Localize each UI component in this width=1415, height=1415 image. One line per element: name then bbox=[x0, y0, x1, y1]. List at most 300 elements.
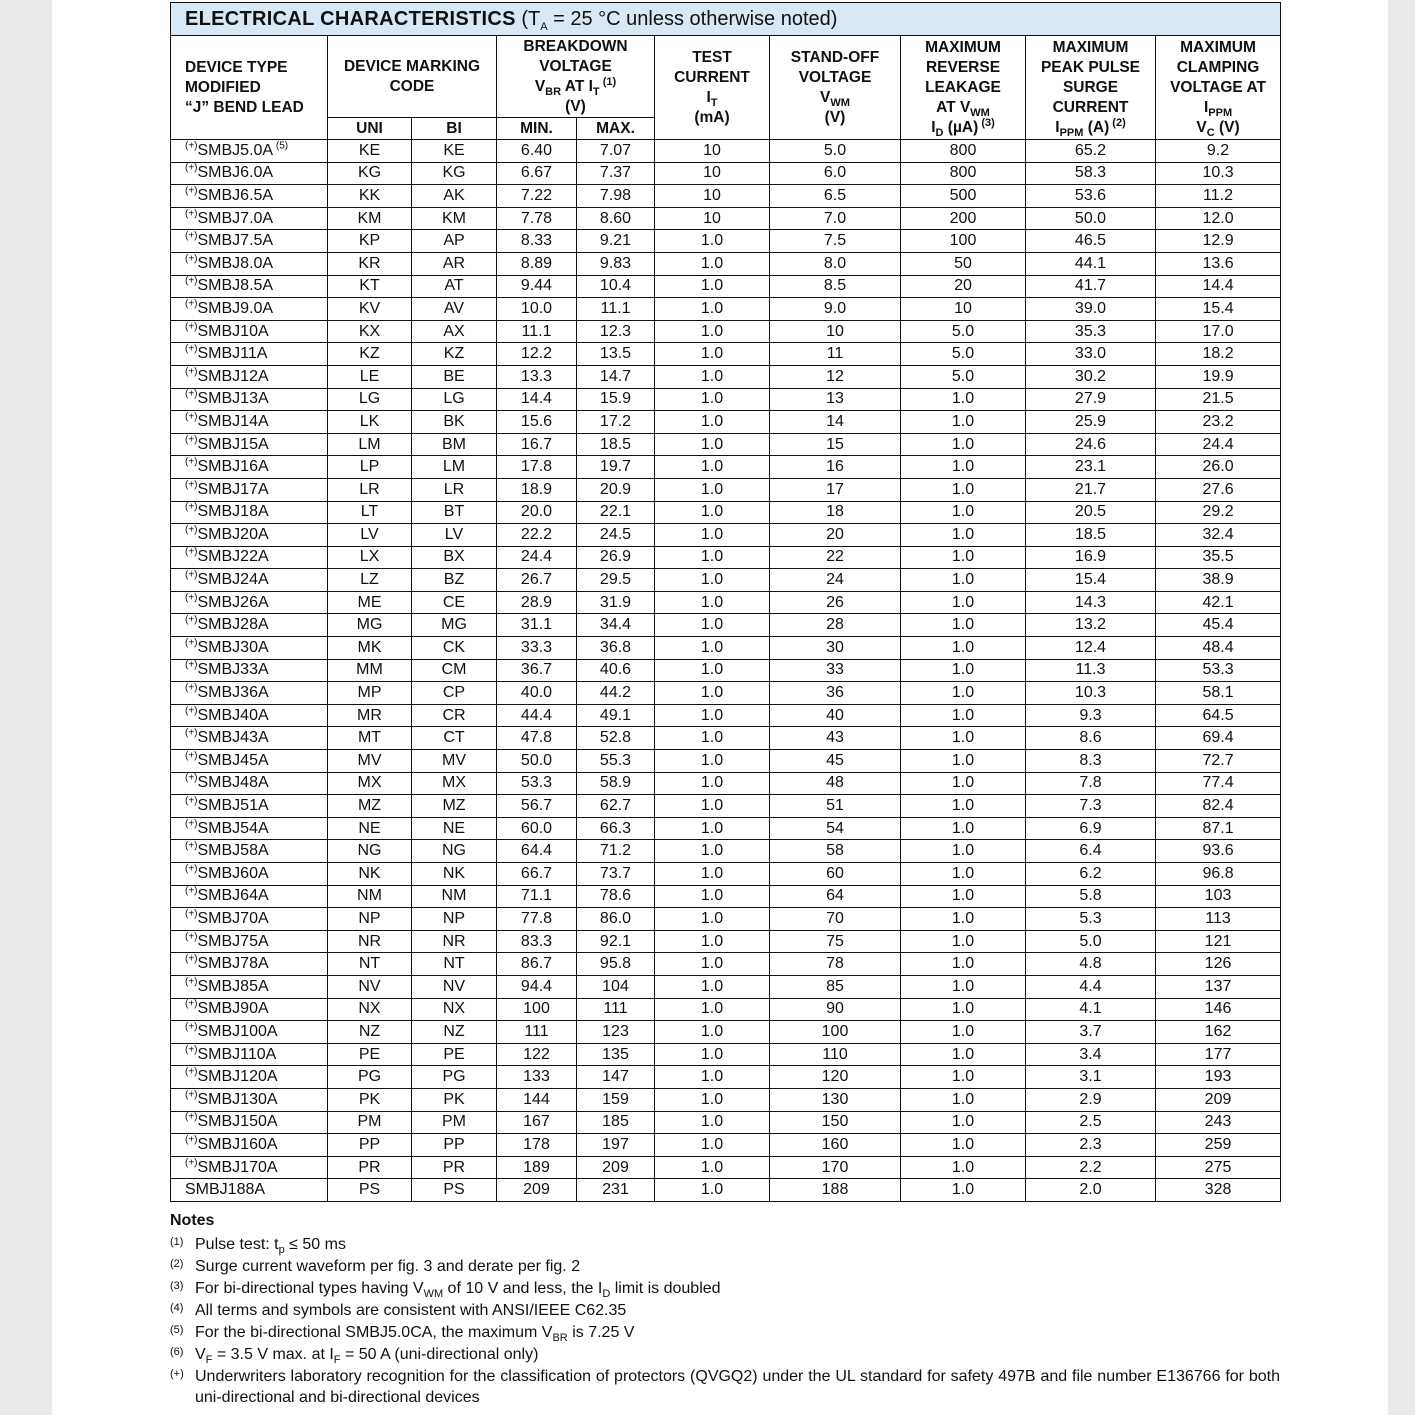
min-cell: 53.3 bbox=[497, 772, 577, 795]
min-cell: 36.7 bbox=[497, 659, 577, 682]
vc-cell: 121 bbox=[1156, 930, 1281, 953]
max-cell: 209 bbox=[577, 1156, 655, 1179]
vc-cell: 27.6 bbox=[1156, 478, 1281, 501]
id-cell: 1.0 bbox=[901, 953, 1026, 976]
it-cell: 1.0 bbox=[655, 682, 770, 705]
vwm-cell: 15 bbox=[770, 433, 901, 456]
id-cell: 1.0 bbox=[901, 840, 1026, 863]
device-type-cell: (+)SMBJ22A bbox=[171, 546, 328, 569]
bi-cell: CK bbox=[412, 637, 497, 660]
note-6: (6) $V_F = 3.5$ V max. at $I_F = 50$ A (uni-directional only) bbox=[170, 1345, 539, 1367]
min-cell: 178 bbox=[497, 1134, 577, 1157]
min-cell: 8.89 bbox=[497, 252, 577, 275]
id-cell: 1.0 bbox=[901, 411, 1026, 434]
vwm-cell: 20 bbox=[770, 524, 901, 547]
device-type-cell: (+)SMBJ51A bbox=[171, 795, 328, 818]
max-cell: 29.5 bbox=[577, 569, 655, 592]
table-row bbox=[171, 637, 1281, 660]
id-cell: 1.0 bbox=[901, 569, 1026, 592]
it-cell: 1.0 bbox=[655, 840, 770, 863]
table-row bbox=[171, 863, 1281, 886]
header-min: MIN. bbox=[497, 118, 577, 140]
bi-cell: CP bbox=[412, 682, 497, 705]
it-cell: 1.0 bbox=[655, 659, 770, 682]
ippm-cell: 25.9 bbox=[1026, 411, 1156, 434]
device-type-cell: (+)SMBJ43A bbox=[171, 727, 328, 750]
uni-cell: PK bbox=[328, 1088, 412, 1111]
it-cell: 1.0 bbox=[655, 1156, 770, 1179]
table-row bbox=[171, 885, 1281, 908]
max-cell: 95.8 bbox=[577, 953, 655, 976]
ippm-cell: 4.1 bbox=[1026, 998, 1156, 1021]
it-cell: 1.0 bbox=[655, 501, 770, 524]
max-cell: 44.2 bbox=[577, 682, 655, 705]
bi-cell: PE bbox=[412, 1043, 497, 1066]
vwm-cell: 11 bbox=[770, 343, 901, 366]
vc-cell: 10.3 bbox=[1156, 162, 1281, 185]
max-cell: 24.5 bbox=[577, 524, 655, 547]
table-row bbox=[171, 1156, 1281, 1179]
vwm-cell: 120 bbox=[770, 1066, 901, 1089]
uni-cell: KK bbox=[328, 185, 412, 208]
table-row bbox=[171, 343, 1281, 366]
it-cell: 1.0 bbox=[655, 546, 770, 569]
table-row bbox=[171, 252, 1281, 275]
bi-cell: KM bbox=[412, 207, 497, 230]
ippm-cell: 3.1 bbox=[1026, 1066, 1156, 1089]
table-row bbox=[171, 162, 1281, 185]
bi-cell: LM bbox=[412, 456, 497, 479]
min-cell: 40.0 bbox=[497, 682, 577, 705]
uni-cell: MK bbox=[328, 637, 412, 660]
ippm-cell: 8.6 bbox=[1026, 727, 1156, 750]
vc-cell: 209 bbox=[1156, 1088, 1281, 1111]
id-cell: 1.0 bbox=[901, 1179, 1026, 1202]
it-cell: 1.0 bbox=[655, 1043, 770, 1066]
it-cell: 1.0 bbox=[655, 456, 770, 479]
table-row bbox=[171, 320, 1281, 343]
device-type-cell: (+)SMBJ9.0A bbox=[171, 298, 328, 321]
id-cell: 100 bbox=[901, 230, 1026, 253]
device-type-cell: (+)SMBJ100A bbox=[171, 1021, 328, 1044]
uni-cell: NT bbox=[328, 953, 412, 976]
table-row bbox=[171, 817, 1281, 840]
vwm-cell: 75 bbox=[770, 930, 901, 953]
id-cell: 1.0 bbox=[901, 1066, 1026, 1089]
uni-cell: LV bbox=[328, 524, 412, 547]
table-row bbox=[171, 908, 1281, 931]
table-row bbox=[171, 185, 1281, 208]
ippm-cell: 7.3 bbox=[1026, 795, 1156, 818]
uni-cell: LZ bbox=[328, 569, 412, 592]
id-cell: 1.0 bbox=[901, 501, 1026, 524]
id-cell: 20 bbox=[901, 275, 1026, 298]
max-cell: 31.9 bbox=[577, 591, 655, 614]
vwm-cell: 13 bbox=[770, 388, 901, 411]
it-cell: 1.0 bbox=[655, 704, 770, 727]
bi-cell: KE bbox=[412, 140, 497, 163]
it-cell: 10 bbox=[655, 140, 770, 163]
table-row bbox=[171, 230, 1281, 253]
id-cell: 1.0 bbox=[901, 456, 1026, 479]
ippm-cell: 30.2 bbox=[1026, 365, 1156, 388]
uni-cell: MX bbox=[328, 772, 412, 795]
uni-cell: KM bbox=[328, 207, 412, 230]
max-cell: 52.8 bbox=[577, 727, 655, 750]
device-type-cell: (+)SMBJ64A bbox=[171, 885, 328, 908]
max-cell: 55.3 bbox=[577, 750, 655, 773]
vwm-cell: 90 bbox=[770, 998, 901, 1021]
note-3: (3) For bi-directional types having $V_{WM}$ of 10 V and less, the $I_D$ limit is doubled bbox=[170, 1279, 721, 1301]
it-cell: 1.0 bbox=[655, 365, 770, 388]
datasheet-page bbox=[52, 0, 1388, 1415]
vwm-cell: 7.0 bbox=[770, 207, 901, 230]
id-cell: 1.0 bbox=[901, 478, 1026, 501]
ippm-cell: 6.2 bbox=[1026, 863, 1156, 886]
uni-cell: KR bbox=[328, 252, 412, 275]
min-cell: 18.9 bbox=[497, 478, 577, 501]
it-cell: 1.0 bbox=[655, 795, 770, 818]
uni-cell: LK bbox=[328, 411, 412, 434]
uni-cell: NK bbox=[328, 863, 412, 886]
min-cell: 31.1 bbox=[497, 614, 577, 637]
min-cell: 17.8 bbox=[497, 456, 577, 479]
min-cell: 71.1 bbox=[497, 885, 577, 908]
table-row bbox=[171, 411, 1281, 434]
id-cell: 1.0 bbox=[901, 817, 1026, 840]
vwm-cell: 70 bbox=[770, 908, 901, 931]
header-reverse-leakage: MAXIMUM REVERSE LEAKAGE AT $V_{WM}$ $I_D$ (µA) $^{(3)}$ bbox=[901, 36, 1026, 140]
id-cell: 1.0 bbox=[901, 908, 1026, 931]
note-5: (5) For the bi-directional SMBJ5.0CA, the maximum $V_{BR}$ is 7.25 V bbox=[170, 1323, 635, 1345]
vc-cell: 38.9 bbox=[1156, 569, 1281, 592]
table-row bbox=[171, 840, 1281, 863]
device-type-cell: (+)SMBJ150A bbox=[171, 1111, 328, 1134]
max-cell: 7.07 bbox=[577, 140, 655, 163]
it-cell: 1.0 bbox=[655, 1066, 770, 1089]
vc-cell: 177 bbox=[1156, 1043, 1281, 1066]
device-type-cell: (+)SMBJ13A bbox=[171, 388, 328, 411]
device-type-cell: (+)SMBJ120A bbox=[171, 1066, 328, 1089]
min-cell: 209 bbox=[497, 1179, 577, 1202]
vwm-cell: 10 bbox=[770, 320, 901, 343]
vwm-cell: 130 bbox=[770, 1088, 901, 1111]
vc-cell: 12.0 bbox=[1156, 207, 1281, 230]
uni-cell: LX bbox=[328, 546, 412, 569]
device-type-cell: (+)SMBJ16A bbox=[171, 456, 328, 479]
id-cell: 1.0 bbox=[901, 1134, 1026, 1157]
ippm-cell: 10.3 bbox=[1026, 682, 1156, 705]
max-cell: 22.1 bbox=[577, 501, 655, 524]
ippm-cell: 6.4 bbox=[1026, 840, 1156, 863]
ippm-cell: 18.5 bbox=[1026, 524, 1156, 547]
min-cell: 22.2 bbox=[497, 524, 577, 547]
table-row bbox=[171, 1066, 1281, 1089]
it-cell: 1.0 bbox=[655, 569, 770, 592]
bi-cell: NZ bbox=[412, 1021, 497, 1044]
it-cell: 1.0 bbox=[655, 275, 770, 298]
bi-cell: BT bbox=[412, 501, 497, 524]
max-cell: 12.3 bbox=[577, 320, 655, 343]
device-type-cell: (+)SMBJ12A bbox=[171, 365, 328, 388]
it-cell: 1.0 bbox=[655, 637, 770, 660]
vc-cell: 13.6 bbox=[1156, 252, 1281, 275]
it-cell: 1.0 bbox=[655, 1179, 770, 1202]
vc-cell: 15.4 bbox=[1156, 298, 1281, 321]
device-type-cell: (+)SMBJ78A bbox=[171, 953, 328, 976]
device-type-cell: (+)SMBJ11A bbox=[171, 343, 328, 366]
table-row bbox=[171, 727, 1281, 750]
ippm-cell: 65.2 bbox=[1026, 140, 1156, 163]
vwm-cell: 100 bbox=[770, 1021, 901, 1044]
ippm-cell: 41.7 bbox=[1026, 275, 1156, 298]
uni-cell: KE bbox=[328, 140, 412, 163]
bi-cell: NR bbox=[412, 930, 497, 953]
device-type-cell: (+)SMBJ33A bbox=[171, 659, 328, 682]
vc-cell: 18.2 bbox=[1156, 343, 1281, 366]
vc-cell: 103 bbox=[1156, 885, 1281, 908]
vc-cell: 126 bbox=[1156, 953, 1281, 976]
max-cell: 7.37 bbox=[577, 162, 655, 185]
it-cell: 1.0 bbox=[655, 817, 770, 840]
device-type-cell: (+)SMBJ5.0A $^{(5)}$ bbox=[171, 140, 328, 163]
id-cell: 1.0 bbox=[901, 388, 1026, 411]
id-cell: 5.0 bbox=[901, 365, 1026, 388]
bi-cell: NG bbox=[412, 840, 497, 863]
device-type-cell: (+)SMBJ45A bbox=[171, 750, 328, 773]
vc-cell: 19.9 bbox=[1156, 365, 1281, 388]
ippm-cell: 46.5 bbox=[1026, 230, 1156, 253]
bi-cell: PS bbox=[412, 1179, 497, 1202]
vc-cell: 72.7 bbox=[1156, 750, 1281, 773]
ippm-cell: 21.7 bbox=[1026, 478, 1156, 501]
table-row bbox=[171, 750, 1281, 773]
bi-cell: MV bbox=[412, 750, 497, 773]
device-type-cell: (+)SMBJ75A bbox=[171, 930, 328, 953]
table-row bbox=[171, 365, 1281, 388]
max-cell: 13.5 bbox=[577, 343, 655, 366]
uni-cell: PP bbox=[328, 1134, 412, 1157]
vwm-cell: 6.5 bbox=[770, 185, 901, 208]
min-cell: 167 bbox=[497, 1111, 577, 1134]
vwm-cell: 14 bbox=[770, 411, 901, 434]
max-cell: 58.9 bbox=[577, 772, 655, 795]
header-bi: BI bbox=[412, 118, 497, 140]
vc-cell: 193 bbox=[1156, 1066, 1281, 1089]
it-cell: 1.0 bbox=[655, 591, 770, 614]
ippm-cell: 13.2 bbox=[1026, 614, 1156, 637]
uni-cell: PS bbox=[328, 1179, 412, 1202]
min-cell: 15.6 bbox=[497, 411, 577, 434]
min-cell: 33.3 bbox=[497, 637, 577, 660]
vwm-cell: 9.0 bbox=[770, 298, 901, 321]
vwm-cell: 45 bbox=[770, 750, 901, 773]
ippm-cell: 24.6 bbox=[1026, 433, 1156, 456]
table-row bbox=[171, 275, 1281, 298]
device-type-cell: (+)SMBJ24A bbox=[171, 569, 328, 592]
device-type-cell: (+)SMBJ70A bbox=[171, 908, 328, 931]
note-ul: (+) Underwriters laboratory recognition for the classification of protectors (QVGQ2) under the UL standard for safety 497B and file number E136766 for both uni-directional and bi-directional devices bbox=[170, 1367, 1280, 1406]
bi-cell: NK bbox=[412, 863, 497, 886]
vc-cell: 77.4 bbox=[1156, 772, 1281, 795]
min-cell: 26.7 bbox=[497, 569, 577, 592]
max-cell: 9.21 bbox=[577, 230, 655, 253]
bi-cell: LV bbox=[412, 524, 497, 547]
id-cell: 200 bbox=[901, 207, 1026, 230]
bi-cell: AR bbox=[412, 252, 497, 275]
it-cell: 1.0 bbox=[655, 252, 770, 275]
device-type-cell: (+)SMBJ160A bbox=[171, 1134, 328, 1157]
max-cell: 71.2 bbox=[577, 840, 655, 863]
it-cell: 1.0 bbox=[655, 614, 770, 637]
vc-cell: 93.6 bbox=[1156, 840, 1281, 863]
min-cell: 144 bbox=[497, 1088, 577, 1111]
max-cell: 15.9 bbox=[577, 388, 655, 411]
header-uni: UNI bbox=[328, 118, 412, 140]
it-cell: 1.0 bbox=[655, 1021, 770, 1044]
device-type-cell: (+)SMBJ17A bbox=[171, 478, 328, 501]
device-type-cell: (+)SMBJ8.5A bbox=[171, 275, 328, 298]
min-cell: 6.40 bbox=[497, 140, 577, 163]
uni-cell: KZ bbox=[328, 343, 412, 366]
max-cell: 40.6 bbox=[577, 659, 655, 682]
max-cell: 18.5 bbox=[577, 433, 655, 456]
id-cell: 800 bbox=[901, 140, 1026, 163]
max-cell: 62.7 bbox=[577, 795, 655, 818]
id-cell: 1.0 bbox=[901, 614, 1026, 637]
note-2: (2) Surge current waveform per fig. 3 and derate per fig. 2 bbox=[170, 1257, 581, 1275]
it-cell: 1.0 bbox=[655, 1134, 770, 1157]
bi-cell: PM bbox=[412, 1111, 497, 1134]
vc-cell: 17.0 bbox=[1156, 320, 1281, 343]
ippm-cell: 9.3 bbox=[1026, 704, 1156, 727]
header-test-current: TEST CURRENT $I_T$ (mA) bbox=[655, 36, 770, 140]
it-cell: 1.0 bbox=[655, 975, 770, 998]
it-cell: 1.0 bbox=[655, 863, 770, 886]
device-type-cell: (+)SMBJ10A bbox=[171, 320, 328, 343]
table-row bbox=[171, 388, 1281, 411]
id-cell: 1.0 bbox=[901, 659, 1026, 682]
table-row bbox=[171, 1043, 1281, 1066]
table-row bbox=[171, 998, 1281, 1021]
ippm-cell: 39.0 bbox=[1026, 298, 1156, 321]
vc-cell: 328 bbox=[1156, 1179, 1281, 1202]
min-cell: 122 bbox=[497, 1043, 577, 1066]
device-type-cell: (+)SMBJ14A bbox=[171, 411, 328, 434]
uni-cell: LG bbox=[328, 388, 412, 411]
device-type-cell: (+)SMBJ110A bbox=[171, 1043, 328, 1066]
bi-cell: AX bbox=[412, 320, 497, 343]
uni-cell: NE bbox=[328, 817, 412, 840]
id-cell: 1.0 bbox=[901, 998, 1026, 1021]
table-row bbox=[171, 1111, 1281, 1134]
table-row bbox=[171, 953, 1281, 976]
vwm-cell: 64 bbox=[770, 885, 901, 908]
device-type-cell: (+)SMBJ40A bbox=[171, 704, 328, 727]
id-cell: 1.0 bbox=[901, 1156, 1026, 1179]
uni-cell: LM bbox=[328, 433, 412, 456]
min-cell: 47.8 bbox=[497, 727, 577, 750]
device-type-cell: (+)SMBJ20A bbox=[171, 524, 328, 547]
uni-cell: MR bbox=[328, 704, 412, 727]
id-cell: 1.0 bbox=[901, 727, 1026, 750]
min-cell: 13.3 bbox=[497, 365, 577, 388]
id-cell: 1.0 bbox=[901, 637, 1026, 660]
id-cell: 1.0 bbox=[901, 682, 1026, 705]
min-cell: 64.4 bbox=[497, 840, 577, 863]
header-device-marking: DEVICE MARKING CODE bbox=[328, 36, 497, 118]
uni-cell: NM bbox=[328, 885, 412, 908]
min-cell: 83.3 bbox=[497, 930, 577, 953]
min-cell: 94.4 bbox=[497, 975, 577, 998]
it-cell: 1.0 bbox=[655, 727, 770, 750]
vwm-cell: 48 bbox=[770, 772, 901, 795]
bi-cell: BK bbox=[412, 411, 497, 434]
note-4: (4) All terms and symbols are consistent with ANSI/IEEE C62.35 bbox=[170, 1301, 627, 1319]
vc-cell: 14.4 bbox=[1156, 275, 1281, 298]
device-type-cell: (+)SMBJ85A bbox=[171, 975, 328, 998]
vwm-cell: 60 bbox=[770, 863, 901, 886]
min-cell: 6.67 bbox=[497, 162, 577, 185]
bi-cell: NT bbox=[412, 953, 497, 976]
it-cell: 1.0 bbox=[655, 388, 770, 411]
bi-cell: KG bbox=[412, 162, 497, 185]
it-cell: 1.0 bbox=[655, 772, 770, 795]
id-cell: 800 bbox=[901, 162, 1026, 185]
it-cell: 10 bbox=[655, 162, 770, 185]
table-row bbox=[171, 207, 1281, 230]
device-type-cell: (+)SMBJ26A bbox=[171, 591, 328, 614]
bi-cell: NE bbox=[412, 817, 497, 840]
min-cell: 86.7 bbox=[497, 953, 577, 976]
table-row bbox=[171, 772, 1281, 795]
vc-cell: 23.2 bbox=[1156, 411, 1281, 434]
table-row bbox=[171, 140, 1281, 163]
it-cell: 1.0 bbox=[655, 411, 770, 434]
ippm-cell: 7.8 bbox=[1026, 772, 1156, 795]
uni-cell: NR bbox=[328, 930, 412, 953]
vwm-cell: 170 bbox=[770, 1156, 901, 1179]
uni-cell: KT bbox=[328, 275, 412, 298]
table-row bbox=[171, 524, 1281, 547]
id-cell: 1.0 bbox=[901, 885, 1026, 908]
it-cell: 1.0 bbox=[655, 343, 770, 366]
bi-cell: KZ bbox=[412, 343, 497, 366]
header-device-type: DEVICE TYPE MODIFIED “J” BEND LEAD bbox=[171, 36, 328, 140]
ippm-cell: 20.5 bbox=[1026, 501, 1156, 524]
it-cell: 1.0 bbox=[655, 953, 770, 976]
max-cell: 147 bbox=[577, 1066, 655, 1089]
vwm-cell: 43 bbox=[770, 727, 901, 750]
bi-cell: CR bbox=[412, 704, 497, 727]
vc-cell: 58.1 bbox=[1156, 682, 1281, 705]
device-type-cell: (+)SMBJ170A bbox=[171, 1156, 328, 1179]
bi-cell: AV bbox=[412, 298, 497, 321]
min-cell: 44.4 bbox=[497, 704, 577, 727]
id-cell: 1.0 bbox=[901, 524, 1026, 547]
bi-cell: NP bbox=[412, 908, 497, 931]
min-cell: 133 bbox=[497, 1066, 577, 1089]
id-cell: 1.0 bbox=[901, 975, 1026, 998]
bi-cell: PK bbox=[412, 1088, 497, 1111]
bi-cell: PR bbox=[412, 1156, 497, 1179]
max-cell: 26.9 bbox=[577, 546, 655, 569]
id-cell: 500 bbox=[901, 185, 1026, 208]
bi-cell: NM bbox=[412, 885, 497, 908]
it-cell: 1.0 bbox=[655, 478, 770, 501]
ippm-cell: 44.1 bbox=[1026, 252, 1156, 275]
notes bbox=[170, 1210, 1280, 1408]
